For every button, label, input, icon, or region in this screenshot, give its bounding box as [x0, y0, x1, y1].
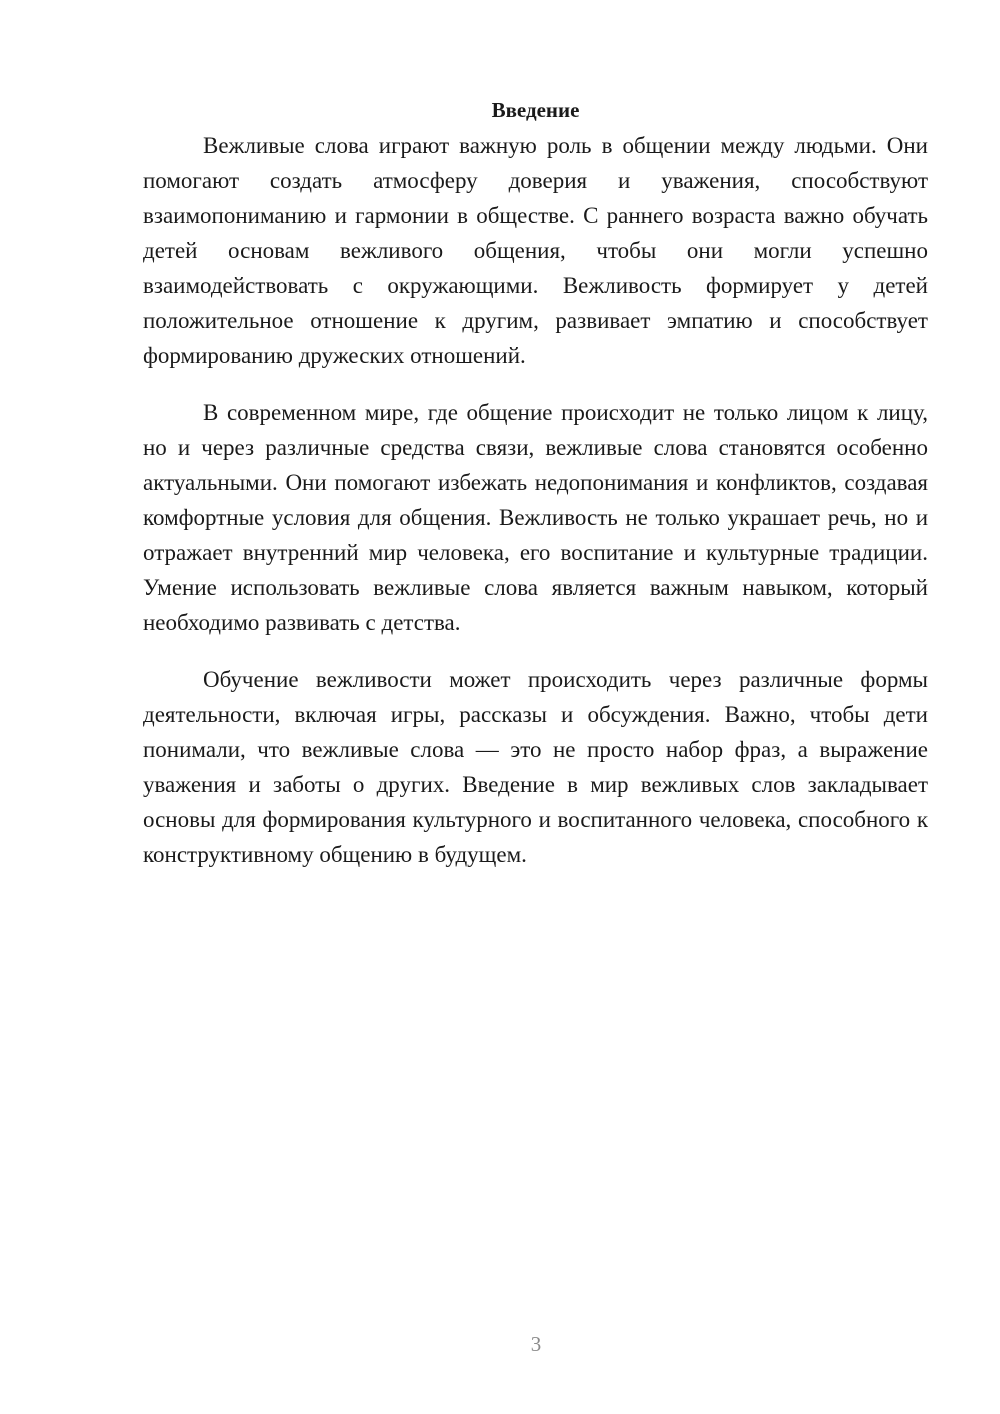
paragraph-2: В современном мире, где общение происходит не только лицом к лицу, но и через различные средства связи, вежливые слова становятся особенно актуальными. Они помогают избежать недопонимания и конфликтов, создавая комфортные условия для общения. Вежливость не только украшает речь, но и отражает внутренний мир человека, его воспитание и культурные традиции. Умение использовать вежливые слова является важным навыком, который необходимо развивать с детства.	[143, 400, 928, 635]
page-number: 3	[530, 1332, 542, 1356]
paragraph-1: Вежливые слова играют важную роль в общении между людьми. Они помогают создать атмосферу доверия и уважения, способствуют взаимопониманию и гармонии в обществе. С раннего возраста важно обучать детей основам вежливого общения, чтобы они могли успешно взаимодействовать с окружающими. Вежливость формирует у детей положительное отношение к другим, развивает эмпатию и способствует формированию дружеских отношений.	[143, 133, 928, 368]
section-title: Введение	[491, 98, 580, 122]
paragraph-3: Обучение вежливости может происходить через различные формы деятельности, включая игры, рассказы и обсуждения. Важно, чтобы дети понимали, что вежливые слова — это не просто набор фраз, а выражение уважения и заботы о других. Введение в мир вежливых слов закладывает основы для формирования культурного и воспитанного человека, способного к конструктивному общению в будущем.	[143, 667, 928, 867]
page-content	[143, 92, 928, 872]
